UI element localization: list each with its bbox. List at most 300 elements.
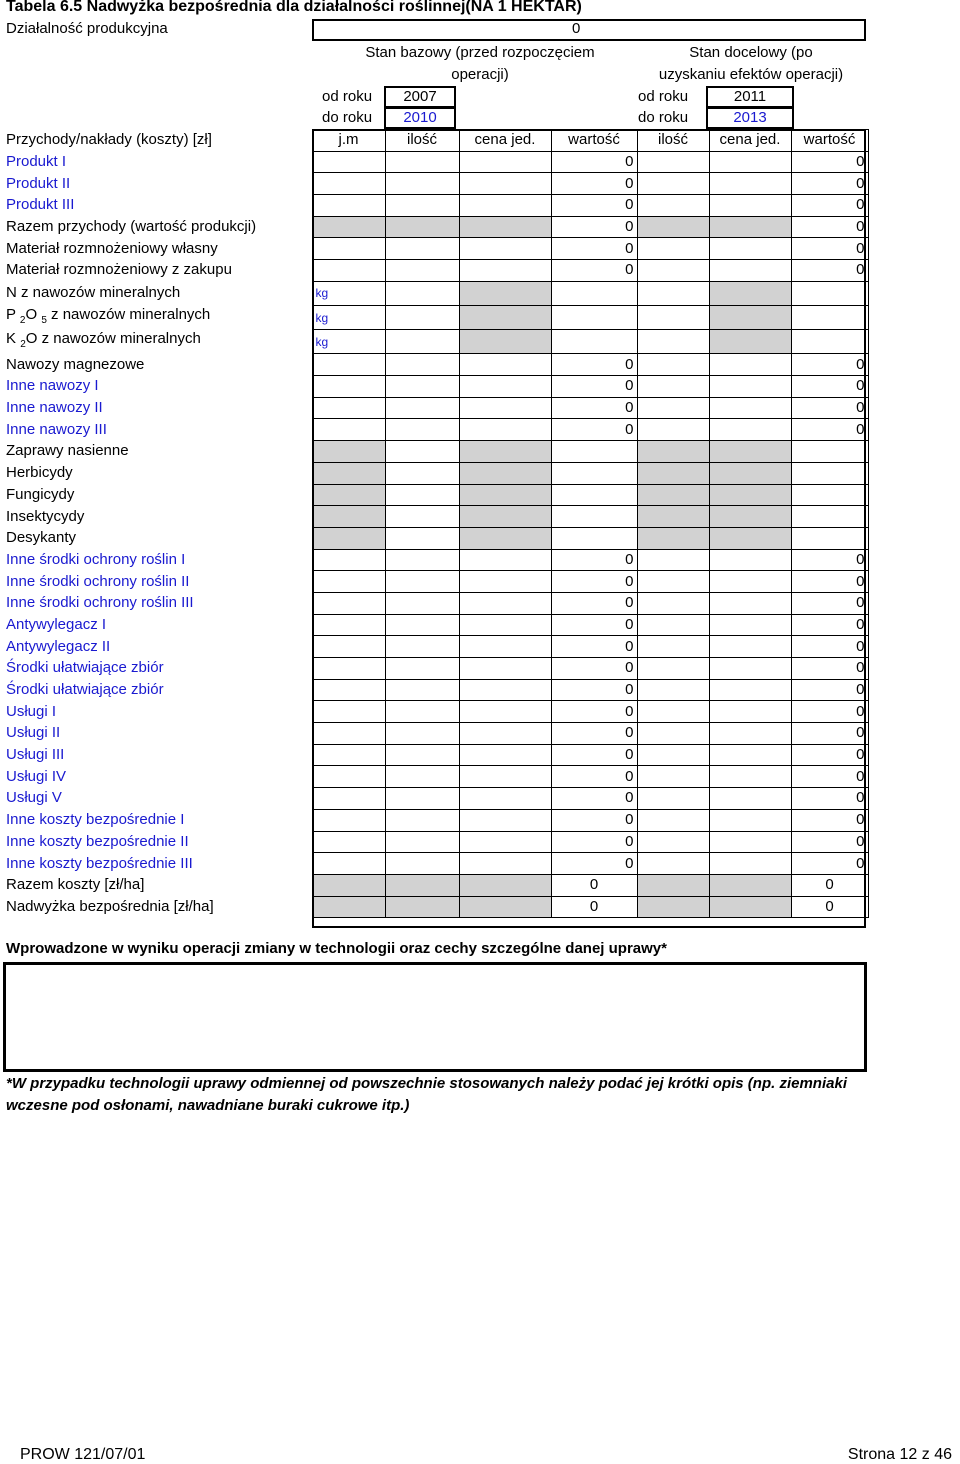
target-value-cell: 0 — [791, 831, 868, 853]
unit-cell[interactable] — [312, 766, 385, 788]
base-qty-cell[interactable] — [385, 766, 459, 788]
base-value-cell: 0 — [551, 216, 637, 238]
unit-cell[interactable] — [312, 853, 385, 875]
target-value-cell: 0 — [791, 419, 868, 441]
target-qty-cell[interactable] — [637, 354, 709, 376]
target-price-cell[interactable] — [709, 701, 791, 723]
base-price-cell — [459, 281, 551, 305]
base-value-cell — [551, 306, 637, 330]
unit-cell[interactable] — [312, 658, 385, 680]
target-value-cell: 0 — [791, 679, 868, 701]
base-price-cell[interactable] — [459, 701, 551, 723]
target-to-year[interactable]: 2013 — [706, 107, 794, 129]
target-price-cell — [709, 306, 791, 330]
target-price-cell[interactable] — [709, 723, 791, 745]
activity-label: Działalność produkcyjna — [6, 20, 168, 37]
target-price-cell[interactable] — [709, 173, 791, 195]
base-qty-cell[interactable] — [385, 238, 459, 260]
target-price-cell — [709, 330, 791, 354]
table-row — [3, 831, 868, 853]
target-qty-cell[interactable] — [637, 195, 709, 217]
table-row — [3, 701, 868, 723]
table-row — [3, 766, 868, 788]
unit-cell[interactable] — [312, 723, 385, 745]
target-value-cell: 0 — [791, 896, 868, 918]
base-price-cell[interactable] — [459, 195, 551, 217]
target-value-cell: 0 — [791, 788, 868, 810]
row-label: Inne środki ochrony roślin I — [6, 550, 186, 568]
base-qty-cell — [385, 216, 459, 238]
row-label: Antywylegacz II — [6, 637, 111, 655]
base-qty-cell[interactable] — [385, 527, 459, 549]
table-row — [3, 441, 868, 463]
target-price-cell[interactable] — [709, 151, 791, 173]
target-price-cell[interactable] — [709, 658, 791, 680]
table-row — [3, 549, 868, 571]
table-row — [3, 744, 868, 766]
row-label: Produkt I — [6, 153, 67, 171]
base-qty-cell[interactable] — [385, 506, 459, 528]
base-price-cell[interactable] — [459, 614, 551, 636]
target-value-cell: 0 — [791, 744, 868, 766]
target-qty-cell[interactable] — [637, 831, 709, 853]
target-value-cell: 0 — [791, 195, 868, 217]
target-qty-cell[interactable] — [637, 397, 709, 419]
target-value-cell: 0 — [791, 701, 868, 723]
base-qty-cell[interactable] — [385, 614, 459, 636]
table-row — [3, 874, 868, 896]
base-price-cell[interactable] — [459, 151, 551, 173]
base-value-cell: 0 — [551, 788, 637, 810]
row-label: Inne nawozy II — [6, 399, 103, 417]
row-label: Usługi II — [6, 724, 61, 742]
target-qty-cell[interactable] — [637, 151, 709, 173]
unit-cell[interactable] — [312, 831, 385, 853]
base-price-cell — [459, 506, 551, 528]
cost-revenue-table — [3, 129, 869, 918]
base-qty-cell[interactable] — [385, 853, 459, 875]
base-qty-cell[interactable] — [385, 723, 459, 745]
base-price-cell[interactable] — [459, 658, 551, 680]
base-value-cell: 0 — [551, 173, 637, 195]
target-price-cell[interactable] — [709, 354, 791, 376]
target-value-cell: 0 — [791, 238, 868, 260]
table-row — [3, 592, 868, 614]
base-qty-cell[interactable] — [385, 173, 459, 195]
target-value-cell: 0 — [791, 853, 868, 875]
target-price-cell[interactable] — [709, 592, 791, 614]
base-qty-cell[interactable] — [385, 658, 459, 680]
table-row — [3, 788, 868, 810]
unit-cell[interactable] — [312, 151, 385, 173]
table-row — [3, 679, 868, 701]
base-to-year[interactable]: 2010 — [384, 107, 456, 129]
target-price-cell[interactable] — [709, 614, 791, 636]
target-qty-cell[interactable] — [637, 592, 709, 614]
base-price-cell[interactable] — [459, 853, 551, 875]
table-row — [3, 238, 868, 260]
base-to-label: do roku — [322, 109, 373, 126]
base-qty-cell[interactable] — [385, 419, 459, 441]
base-price-cell[interactable] — [459, 173, 551, 195]
target-qty-cell[interactable] — [637, 260, 709, 282]
table-row — [3, 853, 868, 875]
row-label: Produkt III — [6, 196, 75, 214]
unit-cell — [312, 484, 385, 506]
target-value-cell: 0 — [791, 658, 868, 680]
base-qty-cell[interactable] — [385, 809, 459, 831]
table-row — [3, 281, 868, 305]
base-qty-cell[interactable] — [385, 195, 459, 217]
target-value-cell — [791, 306, 868, 330]
row-label: Usługi IV — [6, 767, 67, 785]
table-row — [3, 330, 868, 354]
target-qty-cell[interactable] — [637, 723, 709, 745]
base-price-cell[interactable] — [459, 809, 551, 831]
base-qty-cell[interactable] — [385, 260, 459, 282]
target-value-cell[interactable] — [791, 527, 868, 549]
unit-cell[interactable] — [312, 636, 385, 658]
base-price-cell — [459, 462, 551, 484]
target-price-cell[interactable] — [709, 766, 791, 788]
target-price-cell[interactable] — [709, 679, 791, 701]
col-base-value-header: wartość — [551, 130, 637, 152]
table-row — [3, 151, 868, 173]
base-qty-cell[interactable] — [385, 441, 459, 463]
target-price-cell[interactable] — [709, 571, 791, 593]
base-value-cell — [551, 330, 637, 354]
col-base-price-header: cena jed. — [459, 130, 551, 152]
row-label: Inne koszty bezpośrednie III — [6, 854, 193, 872]
target-state-title-line2: uzyskaniu efektów operacji) — [658, 66, 844, 83]
base-price-cell[interactable] — [459, 238, 551, 260]
target-qty-cell[interactable] — [637, 614, 709, 636]
base-price-cell[interactable] — [459, 831, 551, 853]
unit-cell[interactable] — [312, 376, 385, 398]
row-label: Inne koszty bezpośrednie I — [6, 811, 185, 829]
base-qty-cell[interactable] — [385, 701, 459, 723]
unit-cell — [312, 527, 385, 549]
target-qty-cell[interactable] — [637, 419, 709, 441]
row-label: Razem przychody (wartość produkcji) — [6, 218, 257, 236]
base-value-cell: 0 — [551, 874, 637, 896]
target-value-cell: 0 — [791, 549, 868, 571]
target-price-cell[interactable] — [709, 238, 791, 260]
base-qty-cell[interactable] — [385, 571, 459, 593]
row-label: Insektycydy — [6, 507, 85, 525]
row-label: Materiał rozmnożeniowy własny — [6, 239, 218, 257]
target-qty-cell — [637, 896, 709, 918]
footer-document-id: PROW 121/07/01 — [20, 1446, 146, 1463]
unit-cell[interactable] — [312, 173, 385, 195]
row-label: Inne środki ochrony roślin III — [6, 594, 194, 612]
footnote: *W przypadku technologii uprawy odmiennej od powszechnie stosowanych należy podać jej krótki opis (np. ziemniaki wczesne pod osłonami, nawadniane buraki cukrowe itp.) — [6, 1075, 847, 1114]
table-row — [3, 462, 868, 484]
target-qty-cell[interactable] — [637, 766, 709, 788]
target-qty-cell[interactable] — [637, 744, 709, 766]
target-price-cell[interactable] — [709, 744, 791, 766]
unit-cell[interactable] — [312, 592, 385, 614]
base-value-cell: 0 — [551, 419, 637, 441]
base-from-year[interactable]: 2007 — [384, 86, 456, 108]
base-state-title — [330, 42, 630, 86]
target-value-cell: 0 — [791, 723, 868, 745]
base-price-cell[interactable] — [459, 376, 551, 398]
row-label: Produkt II — [6, 174, 71, 192]
row-label: Usługi I — [6, 702, 57, 720]
target-state-title — [636, 42, 866, 86]
target-value-cell: 0 — [791, 592, 868, 614]
base-value-cell[interactable] — [551, 506, 637, 528]
base-qty-cell[interactable] — [385, 744, 459, 766]
row-label: Inne środki ochrony roślin II — [6, 572, 190, 590]
unit-cell — [312, 874, 385, 896]
base-price-cell — [459, 527, 551, 549]
row-label: K $_2$O z nawozów mineralnych — [6, 329, 201, 350]
target-value-cell[interactable] — [791, 462, 868, 484]
row-label: Desykanty — [6, 529, 77, 547]
base-value-cell: 0 — [551, 592, 637, 614]
base-price-cell[interactable] — [459, 788, 551, 810]
base-qty-cell[interactable] — [385, 376, 459, 398]
base-price-cell[interactable] — [459, 397, 551, 419]
target-value-cell: 0 — [791, 354, 868, 376]
base-value-cell: 0 — [551, 701, 637, 723]
unit-cell: kg — [312, 330, 385, 354]
row-label: Razem koszty [zł/ha] — [6, 876, 145, 894]
target-value-cell — [791, 330, 868, 354]
target-qty-cell[interactable] — [637, 658, 709, 680]
base-price-cell — [459, 896, 551, 918]
unit-cell[interactable] — [312, 354, 385, 376]
base-value-cell: 0 — [551, 397, 637, 419]
target-value-cell[interactable] — [791, 484, 868, 506]
target-qty-cell[interactable] — [637, 173, 709, 195]
target-qty-cell — [637, 484, 709, 506]
target-price-cell[interactable] — [709, 853, 791, 875]
target-value-cell: 0 — [791, 260, 868, 282]
target-price-cell[interactable] — [709, 831, 791, 853]
base-price-cell[interactable] — [459, 723, 551, 745]
col-unit-header: j.m — [312, 130, 385, 152]
target-price-cell[interactable] — [709, 195, 791, 217]
base-qty-cell[interactable] — [385, 397, 459, 419]
target-price-cell[interactable] — [709, 419, 791, 441]
target-qty-cell[interactable] — [637, 306, 709, 330]
unit-cell[interactable] — [312, 614, 385, 636]
target-price-cell — [709, 874, 791, 896]
base-price-cell[interactable] — [459, 744, 551, 766]
unit-cell[interactable] — [312, 549, 385, 571]
base-value-cell[interactable] — [551, 527, 637, 549]
base-value-cell: 0 — [551, 723, 637, 745]
unit-cell[interactable] — [312, 679, 385, 701]
unit-cell — [312, 441, 385, 463]
target-qty-cell[interactable] — [637, 330, 709, 354]
base-qty-cell[interactable] — [385, 462, 459, 484]
row-label: Usługi V — [6, 789, 62, 807]
base-qty-cell[interactable] — [385, 831, 459, 853]
base-price-cell[interactable] — [459, 549, 551, 571]
col-target-price-header: cena jed. — [709, 130, 791, 152]
target-from-year[interactable]: 2011 — [706, 86, 794, 108]
row-label: Usługi III — [6, 746, 65, 764]
base-qty-cell[interactable] — [385, 549, 459, 571]
target-value-cell[interactable] — [791, 441, 868, 463]
table-row — [3, 376, 868, 398]
target-qty-cell — [637, 441, 709, 463]
base-value-cell: 0 — [551, 896, 637, 918]
base-value-cell: 0 — [551, 238, 637, 260]
base-value-cell: 0 — [551, 260, 637, 282]
table-row — [3, 306, 868, 330]
target-qty-cell[interactable] — [637, 571, 709, 593]
base-value-cell[interactable] — [551, 441, 637, 463]
table-row — [3, 614, 868, 636]
target-value-cell: 0 — [791, 874, 868, 896]
target-value-cell: 0 — [791, 636, 868, 658]
base-value-cell: 0 — [551, 831, 637, 853]
base-value-cell: 0 — [551, 636, 637, 658]
table-title: Tabela 6.5 Nadwyżka bezpośrednia dla działalności roślinnej(NA 1 HEKTAR) — [6, 0, 582, 15]
base-value-cell: 0 — [551, 354, 637, 376]
base-value-cell: 0 — [551, 744, 637, 766]
unit-cell[interactable] — [312, 195, 385, 217]
target-price-cell[interactable] — [709, 376, 791, 398]
base-price-cell — [459, 306, 551, 330]
target-qty-cell[interactable] — [637, 549, 709, 571]
base-value-cell: 0 — [551, 151, 637, 173]
table-row — [3, 506, 868, 528]
row-label: Fungicydy — [6, 485, 75, 503]
base-price-cell[interactable] — [459, 679, 551, 701]
unit-cell[interactable] — [312, 397, 385, 419]
base-price-cell[interactable] — [459, 636, 551, 658]
table-row — [3, 809, 868, 831]
target-qty-cell[interactable] — [637, 679, 709, 701]
base-qty-cell[interactable] — [385, 151, 459, 173]
technology-notes-box[interactable] — [3, 962, 867, 1072]
base-value-cell: 0 — [551, 614, 637, 636]
col-name-header: Przychody/nakłady (koszty) [zł] — [6, 131, 212, 149]
unit-cell — [312, 462, 385, 484]
unit-cell[interactable] — [312, 238, 385, 260]
base-price-cell[interactable] — [459, 766, 551, 788]
row-label: Herbicydy — [6, 464, 73, 482]
target-value-cell: 0 — [791, 173, 868, 195]
base-qty-cell[interactable] — [385, 592, 459, 614]
target-qty-cell[interactable] — [637, 853, 709, 875]
base-qty-cell[interactable] — [385, 679, 459, 701]
target-to-label: do roku — [638, 109, 689, 126]
target-price-cell[interactable] — [709, 260, 791, 282]
target-value-cell: 0 — [791, 809, 868, 831]
target-qty-cell[interactable] — [637, 701, 709, 723]
target-value-cell: 0 — [791, 766, 868, 788]
base-price-cell[interactable] — [459, 592, 551, 614]
base-from-label: od roku — [322, 88, 373, 105]
target-qty-cell[interactable] — [637, 788, 709, 810]
base-qty-cell[interactable] — [385, 636, 459, 658]
unit-cell[interactable] — [312, 419, 385, 441]
target-price-cell — [709, 281, 791, 305]
target-from-label: od roku — [638, 88, 689, 105]
target-qty-cell — [637, 506, 709, 528]
target-price-cell — [709, 216, 791, 238]
target-qty-cell[interactable] — [637, 636, 709, 658]
base-value-cell: 0 — [551, 376, 637, 398]
base-value-cell[interactable] — [551, 462, 637, 484]
target-price-cell[interactable] — [709, 397, 791, 419]
target-price-cell — [709, 484, 791, 506]
table-row — [3, 260, 868, 282]
unit-cell[interactable] — [312, 701, 385, 723]
target-qty-cell — [637, 462, 709, 484]
table-row — [3, 658, 868, 680]
base-price-cell — [459, 330, 551, 354]
target-qty-cell[interactable] — [637, 809, 709, 831]
target-value-cell[interactable] — [791, 506, 868, 528]
base-price-cell — [459, 441, 551, 463]
activity-value-frame — [312, 19, 866, 41]
unit-cell[interactable] — [312, 809, 385, 831]
base-value-cell: 0 — [551, 195, 637, 217]
base-price-cell[interactable] — [459, 571, 551, 593]
target-qty-cell[interactable] — [637, 376, 709, 398]
unit-cell[interactable] — [312, 744, 385, 766]
base-value-cell — [551, 281, 637, 305]
target-value-cell: 0 — [791, 397, 868, 419]
target-price-cell[interactable] — [709, 636, 791, 658]
target-value-cell: 0 — [791, 614, 868, 636]
base-price-cell — [459, 484, 551, 506]
base-qty-cell[interactable] — [385, 354, 459, 376]
target-value-cell: 0 — [791, 571, 868, 593]
unit-cell[interactable] — [312, 571, 385, 593]
unit-cell[interactable] — [312, 260, 385, 282]
target-price-cell[interactable] — [709, 549, 791, 571]
table-row — [3, 173, 868, 195]
target-price-cell — [709, 527, 791, 549]
base-price-cell[interactable] — [459, 260, 551, 282]
target-qty-cell[interactable] — [637, 238, 709, 260]
unit-cell: kg — [312, 281, 385, 305]
target-price-cell[interactable] — [709, 788, 791, 810]
target-price-cell — [709, 896, 791, 918]
base-price-cell[interactable] — [459, 354, 551, 376]
target-qty-cell[interactable] — [637, 281, 709, 305]
base-value-cell[interactable] — [551, 484, 637, 506]
base-qty-cell[interactable] — [385, 330, 459, 354]
row-label: Zaprawy nasienne — [6, 442, 129, 460]
base-price-cell[interactable] — [459, 419, 551, 441]
target-qty-cell — [637, 527, 709, 549]
unit-cell — [312, 216, 385, 238]
base-price-cell — [459, 874, 551, 896]
target-value-cell — [791, 281, 868, 305]
target-price-cell[interactable] — [709, 809, 791, 831]
activity-value[interactable]: 0 — [572, 20, 581, 37]
target-qty-cell — [637, 874, 709, 896]
row-label: P $_2$O $_5$ z nawozów mineralnych — [6, 305, 211, 326]
base-qty-cell[interactable] — [385, 281, 459, 305]
base-qty-cell[interactable] — [385, 306, 459, 330]
unit-cell[interactable] — [312, 788, 385, 810]
base-qty-cell[interactable] — [385, 788, 459, 810]
table-row — [3, 723, 868, 745]
target-value-cell: 0 — [791, 376, 868, 398]
base-qty-cell[interactable] — [385, 484, 459, 506]
